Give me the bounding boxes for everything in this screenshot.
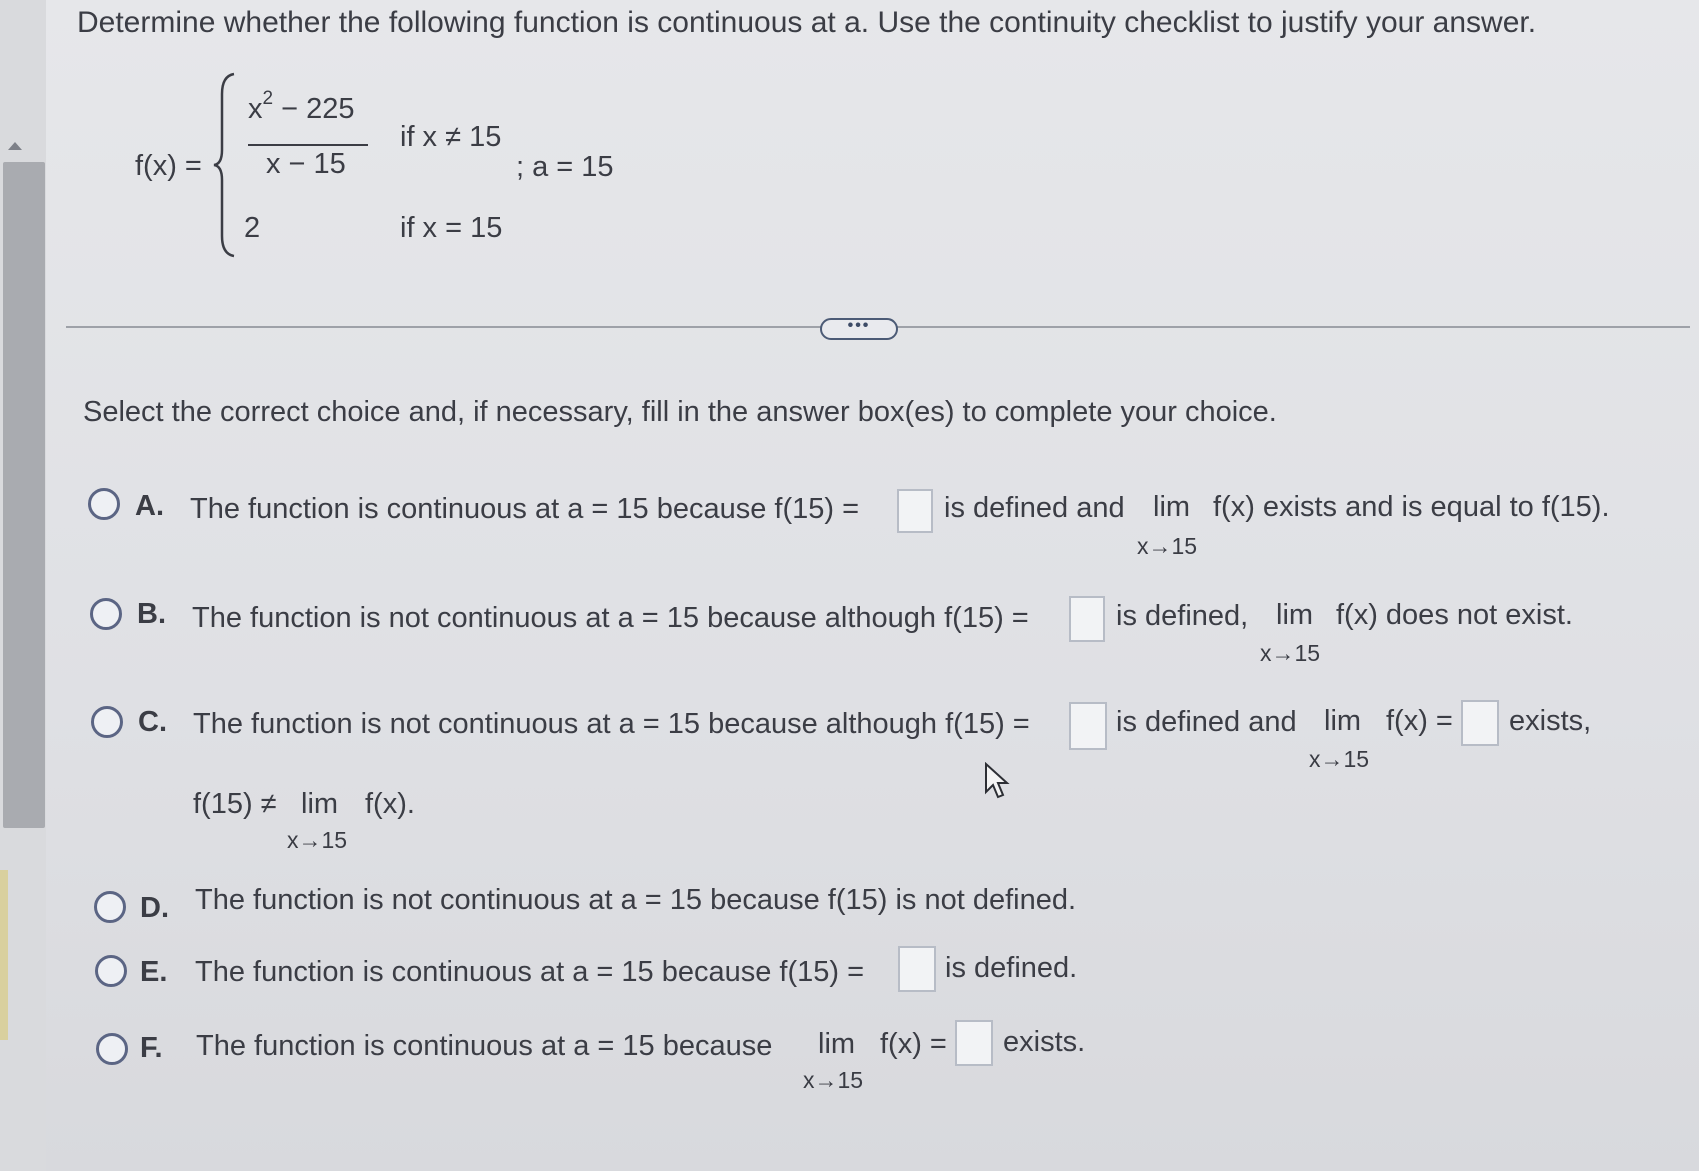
choice-letter-c: C. [138, 706, 167, 738]
answer-box-f-limit[interactable] [955, 1020, 993, 1066]
choice-b-text-1: The function is not continuous at a = 15 because although f(15) = [192, 602, 1029, 634]
radio-f[interactable] [96, 1033, 128, 1065]
choice-f-text-3: exists. [1003, 1026, 1086, 1058]
choice-c-lim: lim [1324, 705, 1362, 737]
scroll-up-arrow-icon[interactable] [8, 142, 22, 150]
choice-letter-e: E. [140, 956, 168, 988]
choice-b-text-3: f(x) does not exist. [1336, 599, 1573, 631]
answer-box-a-f15[interactable] [897, 489, 933, 533]
instruction-text: Select the correct choice and, if necessary, fill in the answer box(es) to complete your choice. [83, 396, 1277, 428]
choice-f-text-2: f(x) = [880, 1028, 947, 1060]
question-header: Determine whether the following function is continuous at a. Use the continuity checklist to justify your answer. [77, 6, 1537, 39]
choice-letter-b: B. [137, 598, 166, 630]
choice-c-line2-b: f(x). [365, 788, 415, 820]
radio-c[interactable] [91, 706, 123, 738]
answer-box-c-f15[interactable] [1069, 702, 1107, 750]
case1-condition: if x ≠ 15 [400, 121, 502, 153]
choice-b-lim-sub: x→15 [1260, 640, 1321, 666]
decorative-edge [0, 870, 8, 1040]
choice-e-text-1: The function is continuous at a = 15 because f(15) = [195, 956, 865, 988]
choice-letter-d: D. [140, 892, 169, 924]
choice-a-lim-sub: x→15 [1137, 533, 1198, 559]
choice-f-lim: lim [818, 1028, 856, 1060]
choice-c-text-4: exists, [1509, 705, 1592, 737]
choice-d-text: The function is not continuous at a = 15 because f(15) is not defined. [195, 884, 1077, 916]
radio-d[interactable] [94, 891, 126, 923]
answer-box-e-f15[interactable] [898, 946, 936, 992]
choice-f-lim-sub: x→15 [803, 1067, 864, 1093]
choice-a-text-1: The function is continuous at a = 15 because f(15) = [190, 493, 860, 525]
expand-more-button[interactable]: ••• [820, 318, 898, 340]
radio-a[interactable] [88, 488, 120, 520]
fraction-bar [248, 144, 368, 146]
choice-c-text-3: f(x) = [1386, 705, 1453, 737]
choice-c-lim-sub: x→15 [1309, 746, 1370, 772]
choice-e-text-2: is defined. [945, 952, 1078, 984]
radio-e[interactable] [95, 955, 127, 987]
answer-box-c-limit[interactable] [1461, 700, 1499, 746]
mouse-pointer-icon [984, 762, 1010, 800]
denominator: x − 15 [266, 148, 346, 180]
choice-a-lim: lim [1153, 491, 1191, 523]
choice-c-text-1: The function is not continuous at a = 15 because although f(15) = [193, 708, 1030, 740]
choice-f-text-1: The function is continuous at a = 15 because [196, 1030, 773, 1062]
case2-value: 2 [244, 212, 261, 244]
choice-letter-f: F. [140, 1032, 163, 1064]
choice-b-lim: lim [1276, 599, 1314, 631]
choice-c-line2-sub: x→15 [287, 827, 348, 853]
numerator: $x^2 - 225$ [248, 88, 355, 125]
choice-c-line2-lim: lim [301, 788, 339, 820]
radio-b[interactable] [90, 598, 122, 630]
fx-label: f(x) = [135, 150, 202, 182]
choice-c-text-2: is defined and [1116, 706, 1297, 738]
left-brace-icon [212, 72, 238, 258]
choice-a-text-3: f(x) exists and is equal to f(15). [1213, 491, 1610, 523]
choice-b-text-2: is defined, [1116, 600, 1249, 632]
choice-a-text-2: is defined and [944, 492, 1125, 524]
case2-condition: if x = 15 [400, 212, 503, 244]
choice-c-line2-a: f(15) ≠ [193, 788, 277, 820]
choice-letter-a: A. [135, 490, 164, 522]
scroll-thumb[interactable] [3, 162, 45, 828]
a-value: ; a = 15 [516, 151, 614, 183]
answer-box-b-f15[interactable] [1069, 596, 1105, 642]
